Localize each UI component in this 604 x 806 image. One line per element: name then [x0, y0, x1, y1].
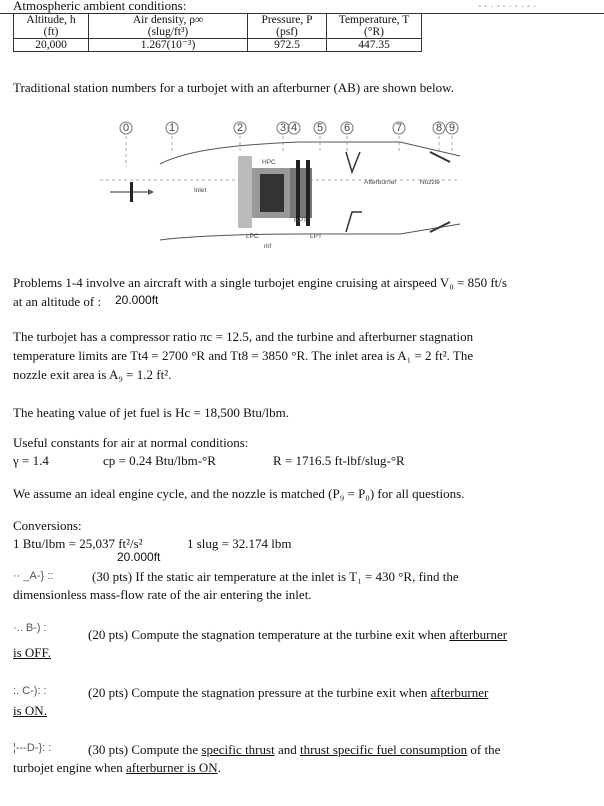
compressor-line1: The turbojet has a compressor ratio πc = 12.5, and the turbine and afterburner stagnation [13, 329, 474, 344]
table-cell: 1.267(10⁻³) [89, 39, 248, 52]
intro-text: Traditional station numbers for a turbojet with an afterburner (AB) are shown below. [13, 80, 454, 95]
table-header-row [14, 14, 422, 39]
problem-intro-line2: at an altitude of : [13, 294, 102, 309]
question-b-marker: ·.. B-) : [13, 622, 47, 634]
constant-cp: cp = 0.24 Btu/lbm-°R [103, 453, 216, 468]
question-a-line1: (30 pts) If the static air temperature at the inlet is T₁ = 430 °R, find the [92, 569, 459, 584]
turbojet-diagram [100, 112, 480, 254]
table-header-cell: Pressure, P (psf) [248, 14, 327, 39]
station-label: 2 [236, 122, 244, 134]
table-row [14, 39, 422, 52]
station-label: 9 [448, 122, 456, 134]
assumption-text: We assume an ideal engine cycle, and the nozzle is matched (P₉ = P₀) for all questions. [13, 486, 465, 501]
compressor-line2: temperature limits are Tt4 = 2700 °R and Tt8 = 3850 °R. The inlet area is A₁ = 2 ft². The [13, 348, 474, 363]
hpt-label: HPT [294, 217, 307, 224]
inlet-label: Inlet [194, 187, 207, 194]
station-label: 5 [316, 122, 324, 134]
question-c-marker: :. C-): : [13, 685, 47, 697]
lpt-label: LPT [310, 233, 322, 240]
nozzle-label: Nozzle [420, 179, 440, 186]
question-b-line1: (20 pts) Compute the stagnation temperature at the turbine exit when afterburner [88, 627, 508, 642]
constant-gamma: γ = 1.4 [13, 453, 49, 468]
question-b-line2: is OFF. [13, 645, 51, 660]
question-a-line2: dimensionless mass-flow rate of the air entering the inlet. [13, 587, 312, 602]
table-cell: 447.35 [327, 39, 422, 52]
scan-noise: - - · - - · - · - · [478, 1, 537, 12]
station-label: 1 [168, 122, 176, 134]
question-d-line1: (30 pts) Compute the specific thrust and thrust specific fuel consumption of the [88, 742, 501, 757]
question-d-line2: turbojet engine when afterburner is ON. [13, 760, 221, 775]
station-label: 3 [279, 122, 287, 134]
fuel-flow-label: ṁf [264, 243, 272, 250]
station-label: 8 [435, 122, 443, 134]
compressor-line3: nozzle exit area is A₉ = 1.2 ft². [13, 367, 172, 382]
station-label: 0 [122, 122, 130, 134]
hpc-label: HPC [262, 159, 276, 166]
table-header-cell: Altitude, h (ft) [14, 14, 89, 39]
heating-value: The heating value of jet fuel is Hc = 18,500 Btu/lbm. [13, 405, 289, 420]
afterburner-label: Afterburner [364, 179, 397, 186]
station-label: 7 [395, 122, 403, 134]
lpc-label: LPC [246, 233, 259, 240]
table-header-cell: Air density, ρ∞ (slug/ft³) [89, 14, 248, 39]
question-c-line2: is ON. [13, 703, 47, 718]
constant-r: R = 1716.5 ft-lbf/slug-°R [273, 453, 405, 468]
altitude-overlay: 20.000ft [115, 293, 159, 307]
question-a-marker: ·· _A-} :: [13, 570, 54, 582]
station-label: 6 [343, 122, 351, 134]
question-d-marker: ¦---D-}: : [13, 742, 52, 754]
question-c-line1: (20 pts) Compute the stagnation pressure at the turbine exit when afterburner [88, 685, 489, 700]
page-title: Atmospheric ambient conditions: [13, 0, 187, 13]
problem-intro-line1: Problems 1-4 involve an aircraft with a single turbojet engine cruising at airspeed V₀ = 850 ft/s [13, 275, 507, 290]
constants-title: Useful constants for air at normal conditions: [13, 435, 249, 450]
conversion-btu: 1 Btu/lbm = 25,037 ft²/s² [13, 536, 143, 551]
table-cell: 20,000 [14, 39, 89, 52]
table-cell: 972.5 [248, 39, 327, 52]
conversion-slug: 1 slug = 32.174 lbm [187, 536, 292, 551]
conversion-overlay: 20.000ft [117, 550, 161, 564]
table-header-cell: Temperature, T (°R) [327, 14, 422, 39]
station-label: 4 [290, 122, 298, 134]
ambient-conditions-table [13, 13, 422, 52]
conversions-title: Conversions: [13, 518, 82, 533]
